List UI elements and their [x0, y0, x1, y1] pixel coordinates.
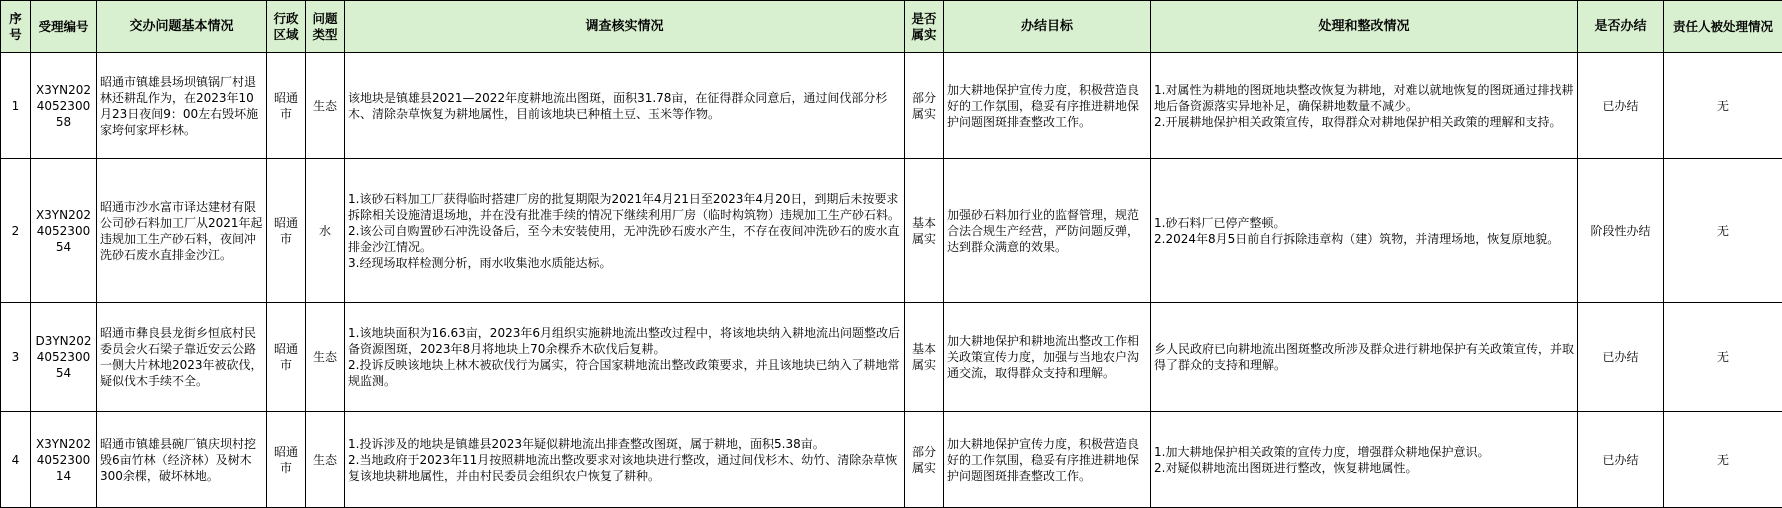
cell-accept-no: X3YN202405230058 [31, 53, 97, 159]
cell-region: 昭通市 [267, 159, 306, 303]
table-row [1, 412, 1782, 508]
cell-accountability: 无 [1664, 159, 1782, 303]
table-row [1, 303, 1782, 412]
header-rectification: 处理和整改情况 [1151, 1, 1578, 53]
cell-issue: 昭通市镇雄县碗厂镇庆坝村挖毁6亩竹林（经济林）及树木300余棵，破坏林地。 [97, 412, 267, 508]
header-concluded: 是否办结 [1578, 1, 1664, 53]
cell-rectification: 1.加大耕地保护相关政策的宣传力度，增强群众耕地保护意识。 2.对疑似耕地流出图斑进行整改，恢复耕地属性。 [1151, 412, 1578, 508]
cell-seq: 2 [1, 159, 31, 303]
cell-issue: 昭通市沙水富市译达建材有限公司砂石料加工厂从2021年起违规加工生产砂石料，夜间冲洗砂石废水直排金沙江。 [97, 159, 267, 303]
cell-type: 生态 [306, 53, 345, 159]
cell-rectification: 1.对属性为耕地的图斑地块整改恢复为耕地，对难以就地恢复的图斑通过排找耕地后备资源落实异地补足，确保耕地数量不减少。 2.开展耕地保护相关政策宣传，取得群众对耕地保护相关政策的理解和支持。 [1151, 53, 1578, 159]
cell-is-true: 基本属实 [905, 159, 944, 303]
cell-accountability: 无 [1664, 412, 1782, 508]
cell-accept-no: X3YN202405230014 [31, 412, 97, 508]
cell-accept-no: D3YN202405230054 [31, 303, 97, 412]
cell-region: 昭通市 [267, 303, 306, 412]
cell-investigation: 1.该地块面积为16.63亩，2023年6月组织实施耕地流出整改过程中，将该地块纳入耕地流出问题整改后备资源图斑，2023年8月将地块上70余棵乔木砍伐后复耕。 2.投诉反映该地块上林木被砍伐行为属实，符合国家耕地流出整改政策要求，并且该地块已纳入了耕地常规监测。 [345, 303, 905, 412]
header-investigation: 调查核实情况 [345, 1, 905, 53]
table-row [1, 159, 1782, 303]
cell-is-true: 基本属实 [905, 303, 944, 412]
cell-concluded: 阶段性办结 [1578, 159, 1664, 303]
cell-seq: 3 [1, 303, 31, 412]
cell-region: 昭通市 [267, 412, 306, 508]
cell-goal: 加大耕地保护和耕地流出整改工作相关政策宣传力度，加强与当地农户沟通交流，取得群众支持和理解。 [944, 303, 1151, 412]
header-accept-no: 受理编号 [31, 1, 97, 53]
cell-investigation: 1.投诉涉及的地块是镇雄县2023年疑似耕地流出排查整改图斑，属于耕地，面积5.38亩。 2.当地政府于2023年11月按照耕地流出整改要求对该地块进行整改，通过间伐杉木、幼竹、清除杂草恢复该地块耕地属性，并由村民委员会组织农户恢复了耕种。 [345, 412, 905, 508]
cell-goal: 加大耕地保护宣传力度，积极营造良好的工作氛围，稳妥有序推进耕地保护问题图斑排查整改工作。 [944, 53, 1151, 159]
cell-accept-no: X3YN202405230054 [31, 159, 97, 303]
cell-is-true: 部分属实 [905, 53, 944, 159]
cell-seq: 1 [1, 53, 31, 159]
cell-rectification: 1.砂石料厂已停产整顿。 2.2024年8月5日前自行拆除违章构（建）筑物，并清理场地，恢复原地貌。 [1151, 159, 1578, 303]
cell-rectification: 乡人民政府已向耕地流出图斑整改所涉及群众进行耕地保护有关政策宣传，并取得了群众的支持和理解。 [1151, 303, 1578, 412]
cell-type: 生态 [306, 412, 345, 508]
cell-accountability: 无 [1664, 53, 1782, 159]
cell-region: 昭通市 [267, 53, 306, 159]
header-type: 问题类型 [306, 1, 345, 53]
cell-seq: 4 [1, 412, 31, 508]
header-goal: 办结目标 [944, 1, 1151, 53]
header-region: 行政区域 [267, 1, 306, 53]
cell-investigation: 该地块是镇雄县2021—2022年度耕地流出图斑，面积31.78亩，在征得群众同意后，通过间伐部分杉木、清除杂草恢复为耕地属性，目前该地块已种植土豆、玉米等作物。 [345, 53, 905, 159]
cell-issue: 昭通市彝良县龙街乡恒底村民委员会火石梁子靠近安云公路一侧大片林地2023年被砍伐，疑似伐木手续不全。 [97, 303, 267, 412]
cell-accountability: 无 [1664, 303, 1782, 412]
header-row [1, 1, 1782, 53]
header-issue: 交办问题基本情况 [97, 1, 267, 53]
cell-concluded: 已办结 [1578, 303, 1664, 412]
cell-type: 水 [306, 159, 345, 303]
table-row [1, 53, 1782, 159]
cell-type: 生态 [306, 303, 345, 412]
header-seq: 序号 [1, 1, 31, 53]
cell-issue: 昭通市镇雄县场坝镇锅厂村退林还耕乱作为，在2023年10月23日夜间9：00左右毁坏施家垮何家坪杉林。 [97, 53, 267, 159]
cell-investigation: 1.该砂石料加工厂获得临时搭建厂房的批复期限为2021年4月21日至2023年4月20日，到期后未按要求拆除相关设施清退场地，并在没有批准手续的情况下继续利用厂房（临时构筑物）违规加工生产砂石料。 2.该公司自购置砂石冲洗设备后，至今未安装使用，无冲洗砂石废水产生，不存在夜间冲洗砂石的废水直排金沙江情况。 3.经现场取样检测分析，雨水收集池水质能达标。 [345, 159, 905, 303]
header-is-true: 是否属实 [905, 1, 944, 53]
header-accountability: 责任人被处理情况 [1664, 1, 1782, 53]
cell-is-true: 部分属实 [905, 412, 944, 508]
cell-goal: 加强砂石料加行业的监督管理，规范合法合规生产经营，严防问题反弹，达到群众满意的效果。 [944, 159, 1151, 303]
cell-concluded: 已办结 [1578, 412, 1664, 508]
cell-goal: 加大耕地保护宣传力度，积极营造良好的工作氛围，稳妥有序推进耕地保护问题图斑排查整改工作。 [944, 412, 1151, 508]
cell-concluded: 已办结 [1578, 53, 1664, 159]
